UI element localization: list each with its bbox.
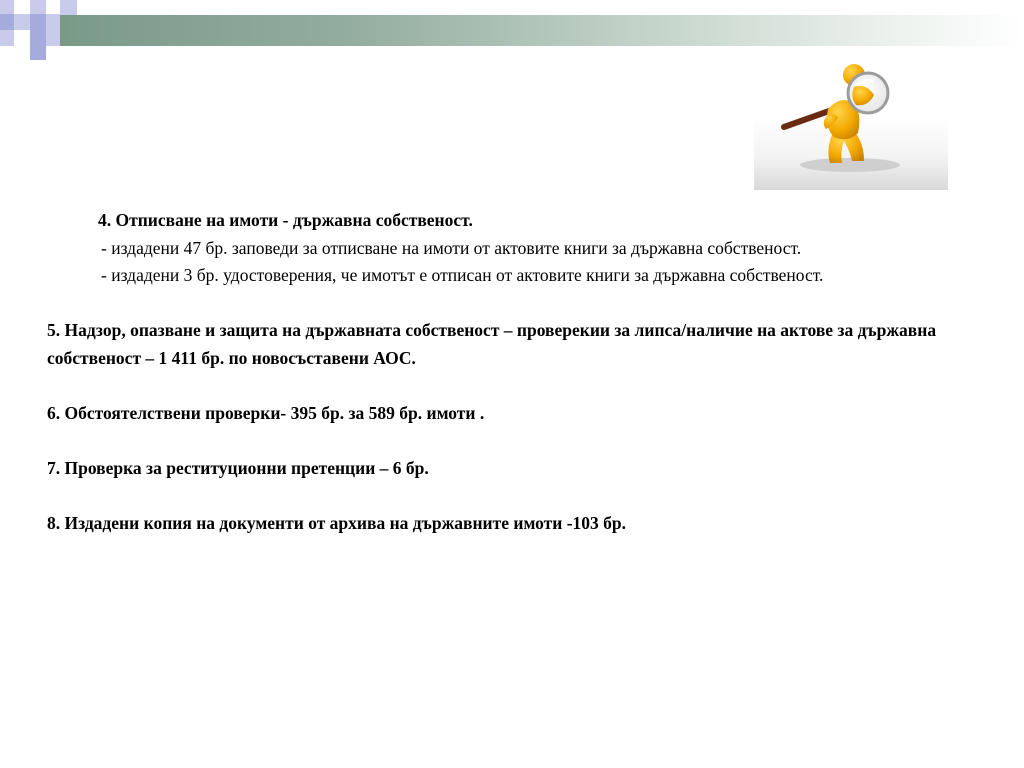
decor-square [30,14,46,30]
report-content [47,207,947,537]
section-4-item: - издадени 47 бр. заповеди за отписване на имоти от актовите книги за държавна собственост. [101,237,802,258]
section-8-text: 8. Издадени копия на документи от архива на държавните имоти -103 бр. [47,512,627,533]
decor-square [0,14,14,30]
spacer [47,290,947,318]
decor-square [0,30,14,46]
decor-square [0,0,14,14]
decor-square [60,0,77,15]
header-bar [60,15,1024,46]
section-4-item: - издадени 3 бр. удостоверения, че имотът е отписан от актовите книги за държавна собственост. [101,265,824,285]
spacer [47,427,947,455]
decor-square [14,14,30,30]
decor-square [14,0,30,14]
spacer [47,482,947,510]
section-5-text: 5. Надзор, опазване и защита на държавната собственост – проверекии за липса/наличие на актове за държавна собственост – 1 411 бр. по новосъставени АОС. [47,320,937,368]
magnifier-figure-illustration [754,55,948,190]
section-7-text: 7. Проверка за реституционни претенции – 6 бр. [47,457,429,478]
section-4-heading: 4. Отписване на имоти - държавна собственост. [98,210,473,230]
spacer [47,372,947,400]
decor-square [46,14,60,30]
shadow [800,158,900,172]
decor-square [46,30,60,46]
decor-square [30,0,46,14]
section-6-text: 6. Обстоятелствени проверки- 395 бр. за 589 бр. имоти . [47,402,485,423]
decor-square [30,30,46,46]
decor-square [30,46,46,60]
